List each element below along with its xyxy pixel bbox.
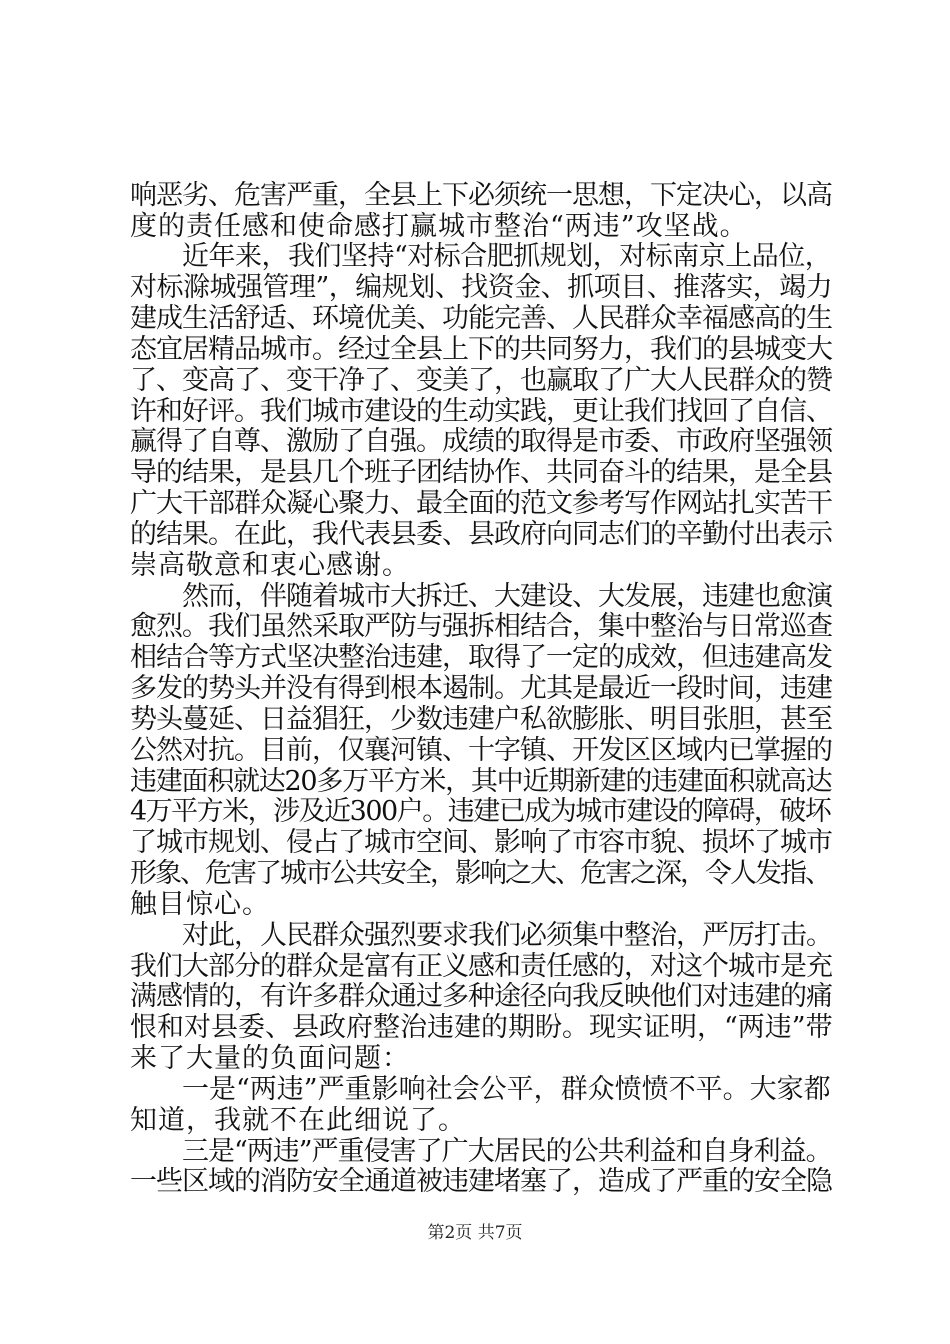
- body-line: 愈烈。我们虽然采取严防与强拆相结合，集中整治与日常巡查: [130, 611, 832, 642]
- body-line: 势头蔓延、日益猖狂，少数违建户私欲膨胀、明目张胆，甚至: [130, 704, 832, 735]
- body-line: 崇高敬意和衷心感谢。: [130, 550, 410, 581]
- body-line: 导的结果，是县几个班子团结协作、共同奋斗的结果，是全县: [130, 457, 832, 488]
- body-line: 公然对抗。目前，仅襄河镇、十字镇、开发区区域内已掌握的: [130, 735, 832, 766]
- body-line: 知道，我就不在此细说了。: [130, 1105, 466, 1136]
- body-line: 态宜居精品城市。经过全县上下的共同努力，我们的县城变大: [130, 334, 832, 365]
- body-line: 的结果。在此，我代表县委、县政府向同志们的辛勤付出表示: [130, 519, 832, 550]
- body-line: 建成生活舒适、环境优美、功能完善、人民群众幸福感高的生: [130, 303, 832, 334]
- body-line: 赢得了自尊、激励了自强。成绩的取得是市委、市政府坚强领: [130, 426, 832, 457]
- body-line: 了城市规划、侵占了城市空间、影响了市容市貌、损坏了城市: [130, 827, 832, 858]
- paragraph-start-line: 近年来，我们坚持“对标合肥抓规划，对标南京上品位，: [182, 241, 832, 272]
- body-line: 相结合等方式坚决整治违建，取得了一定的成效，但违建高发: [130, 642, 832, 673]
- body-line: 一些区域的消防安全通道被违建堵塞了，造成了严重的安全隐: [130, 1166, 832, 1197]
- body-line: 许和好评。我们城市建设的生动实践，更让我们找回了自信、: [130, 396, 832, 427]
- body-line: 对标滁城强管理”，编规划、找资金、抓项目、推落实，竭力: [130, 272, 833, 303]
- body-line: 形象、危害了城市公共安全，影响之大、危害之深，令人发指、: [130, 858, 830, 889]
- body-line: 满感情的，有许多群众通过多种途径向我反映他们对违建的痛: [130, 981, 832, 1012]
- paragraph-start-line: 对此，人民群众强烈要求我们必须集中整治，严厉打击。: [182, 920, 832, 951]
- body-line: 我们大部分的群众是富有正义感和责任感的，对这个城市是充: [130, 951, 832, 982]
- page-number-footer: 第2页 共7页: [427, 1223, 523, 1243]
- body-line: 广大干部群众凝心聚力、最全面的范文参考写作网站扎实苦干: [130, 488, 832, 519]
- body-line: 了、变高了、变干净了、变美了，也赢取了广大人民群众的赞: [130, 365, 832, 396]
- body-line: 来了大量的负面问题：: [130, 1043, 410, 1074]
- body-line: 度的责任感和使命感打赢城市整治“两违”攻坚战。: [130, 211, 748, 242]
- body-line: 触目惊心。: [130, 889, 270, 920]
- body-line: 多发的势头并没有得到根本遏制。尤其是最近一段时间，违建: [130, 673, 832, 704]
- paragraph-start-line: 一是“两违”严重影响社会公平，群众愤愤不平。大家都: [182, 1074, 831, 1105]
- body-line: 响恶劣、危害严重，全县上下必须统一思想，下定决心，以高: [130, 180, 832, 211]
- body-line: 4万平方米，涉及近300户。违建已成为城市建设的障碍，破坏: [130, 796, 831, 827]
- body-line: 违建面积就达20多万平方米，其中近期新建的违建面积就高达: [130, 766, 832, 797]
- paragraph-start-line: 然而，伴随着城市大拆迁、大建设、大发展，违建也愈演: [182, 581, 832, 612]
- body-line: 恨和对县委、县政府整治违建的期盼。现实证明，“两违”带: [130, 1012, 833, 1043]
- paragraph-start-line: 三是“两违”严重侵害了广大居民的公共利益和自身利益。: [182, 1136, 832, 1167]
